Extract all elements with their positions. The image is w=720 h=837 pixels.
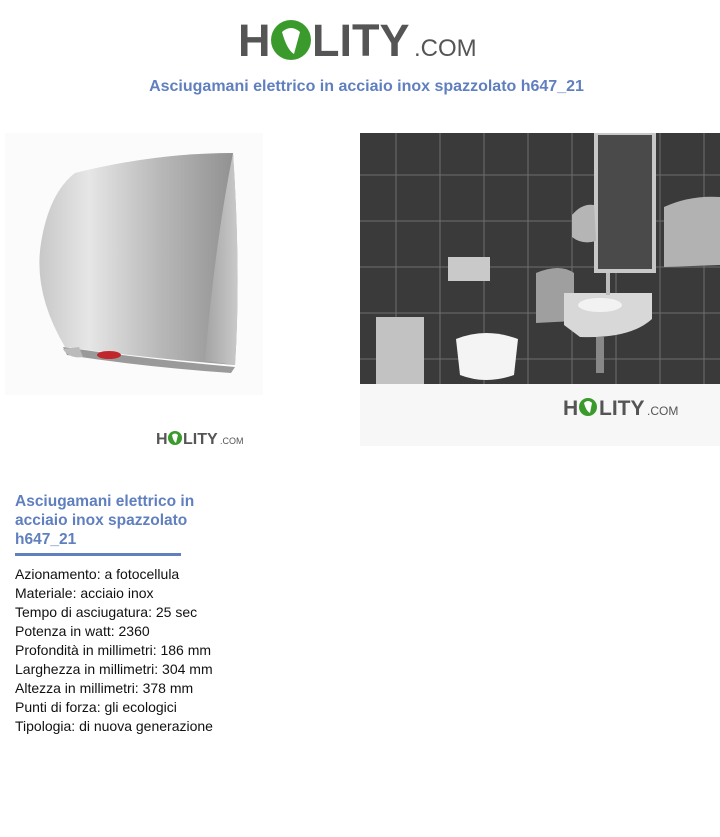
holity-logo[interactable] (238, 12, 482, 68)
spec-item: Azionamento: a fotocellula (15, 566, 180, 582)
spec-item: Materiale: acciaio inox (15, 585, 154, 601)
logo-suffix: .COM (414, 35, 477, 62)
svg-text:.COM: .COM (647, 404, 679, 418)
bathroom-photo (360, 133, 720, 384)
title-underline (15, 553, 181, 556)
svg-text:.COM: .COM (220, 436, 244, 446)
spec-item: Larghezza in millimetri: 304 mm (15, 661, 213, 677)
product-image-hand-dryer (5, 133, 263, 395)
spec-item: Tipologia: di nuova generazione (15, 718, 213, 734)
spec-item: Profondità in millimetri: 186 mm (15, 642, 212, 658)
spec-list (15, 565, 213, 736)
svg-text:LITY: LITY (183, 431, 218, 448)
product-title-line: Asciugamani elettrico in (15, 493, 195, 510)
logo-letters: LITY (312, 15, 410, 66)
product-title (15, 492, 215, 549)
holity-logo-small (156, 428, 244, 448)
svg-text:H: H (156, 431, 168, 448)
svg-text:H: H (563, 397, 579, 420)
spec-item: Punti di forza: gli ecologici (15, 699, 177, 715)
spec-item: Tempo di asciugatura: 25 sec (15, 604, 198, 620)
product-title-line: h647_21 (15, 531, 77, 548)
spec-item: Altezza in millimetri: 378 mm (15, 680, 194, 696)
logo-letter-h: H (238, 15, 271, 66)
page-title: Asciugamani elettrico in acciaio inox spazzolato h647_21 (149, 78, 584, 95)
logo-o-icon (271, 20, 311, 60)
product-title-line: acciaio inox spazzolato (15, 512, 188, 529)
holity-logo-small (563, 394, 679, 420)
spec-item: Potenza in watt: 2360 (15, 623, 150, 639)
svg-text:LITY: LITY (599, 397, 645, 420)
